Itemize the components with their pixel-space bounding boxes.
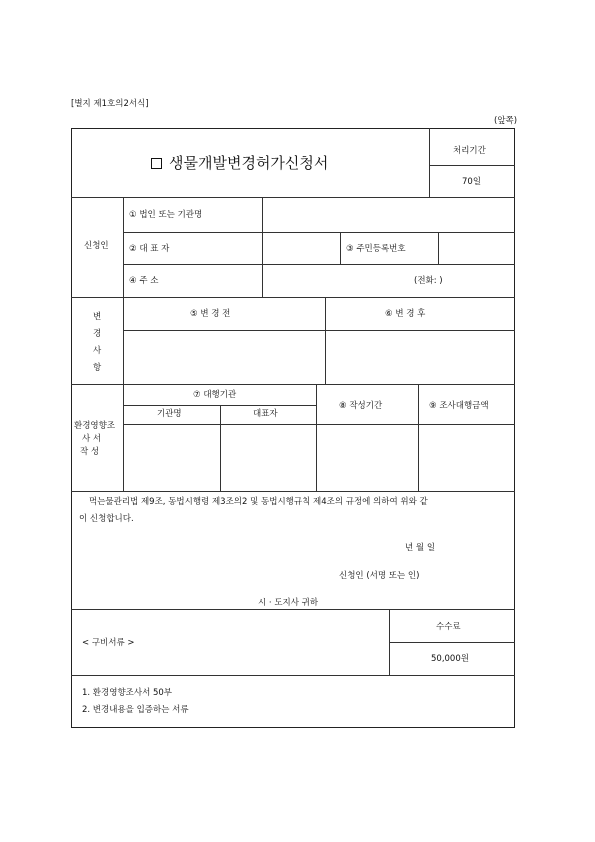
divider-section-labels [123, 197, 124, 491]
divider-report-bottom [71, 491, 515, 492]
applicant-section-label: 신청인 [84, 241, 109, 251]
processing-period-label: 처리기간 [453, 146, 486, 156]
resident-number-label: ③ 주민등록번호 [346, 244, 406, 254]
divider-changes-header [123, 330, 515, 331]
divider-applicant-2 [123, 264, 515, 265]
after-change-header: ⑥ 변 경 후 [385, 309, 426, 319]
survey-amount-header: ⑨ 조사대행금액 [429, 401, 489, 411]
divider-applicant-fields [262, 197, 263, 297]
divider-changes-bottom [71, 384, 515, 385]
required-documents-label: < 구비서류 > [82, 638, 135, 648]
application-date: 년 월 일 [405, 543, 436, 553]
divider-period-amount [418, 384, 419, 491]
divider-resident-right [438, 232, 439, 264]
changes-label-char-2: 경 [93, 329, 102, 339]
agency-rep-header: 대표자 [253, 409, 278, 419]
corp-name-label: ① 법인 또는 기관명 [129, 210, 203, 220]
phone-label: (전화: ) [414, 276, 443, 286]
agency-name-header: 기관명 [157, 409, 182, 419]
divider-applicant-bottom [71, 297, 515, 298]
page-side-label: (앞쪽) [494, 116, 518, 126]
divider-fee-left [389, 609, 390, 675]
address-label: ④ 주 소 [129, 276, 159, 286]
divider-fee [389, 642, 515, 643]
divider-before-after [325, 297, 326, 384]
divider-report-header [123, 424, 515, 425]
agency-header: ⑦ 대행기관 [193, 390, 237, 400]
divider-resident-left [340, 232, 341, 264]
form-title: 생물개발변경허가신청서 [169, 154, 329, 172]
divider-declaration-bottom [71, 609, 515, 610]
representative-label: ② 대 표 자 [129, 244, 170, 254]
changes-label-char-1: 변 [93, 312, 102, 322]
checkbox-square-icon [151, 158, 162, 169]
divider-processing [429, 165, 515, 166]
changes-label-char-4: 항 [93, 363, 102, 373]
required-document-item: 1. 환경영향조사서 50부 [82, 688, 173, 698]
before-change-header: ⑤ 변 경 전 [190, 309, 231, 319]
divider-agency-period [316, 384, 317, 491]
declaration-line-1: 먹는물관리법 제9조, 동법시행령 제3조의2 및 동법시행규칙 제4조의 규정에 의하여 위와 같 [89, 497, 428, 507]
addressee: 시 · 도지사 귀하 [258, 598, 319, 608]
divider-title-right [429, 128, 430, 197]
report-period-header: ⑧ 작성기간 [339, 401, 383, 411]
form-reference: [별지 제1호의2서식] [71, 99, 149, 109]
fee-label: 수수료 [436, 622, 461, 632]
divider-title-bottom [71, 197, 515, 198]
declaration-line-2: 이 신청합니다. [79, 514, 134, 524]
fee-value: 50,000원 [431, 654, 469, 664]
processing-period-value: 70일 [462, 177, 482, 187]
applicant-signature: 신청인 (서명 또는 인) [339, 571, 420, 581]
changes-label-char-3: 사 [93, 346, 102, 356]
divider-documents [71, 675, 515, 676]
report-label-line-1: 환경영향조 [74, 421, 116, 431]
report-label-line-2: 사 서 [82, 434, 102, 444]
required-document-item: 2. 변경내용을 입증하는 서류 [82, 705, 189, 715]
divider-agency-name-rep [220, 405, 221, 491]
divider-applicant-1 [123, 232, 515, 233]
report-label-line-3: 작 성 [80, 447, 100, 457]
